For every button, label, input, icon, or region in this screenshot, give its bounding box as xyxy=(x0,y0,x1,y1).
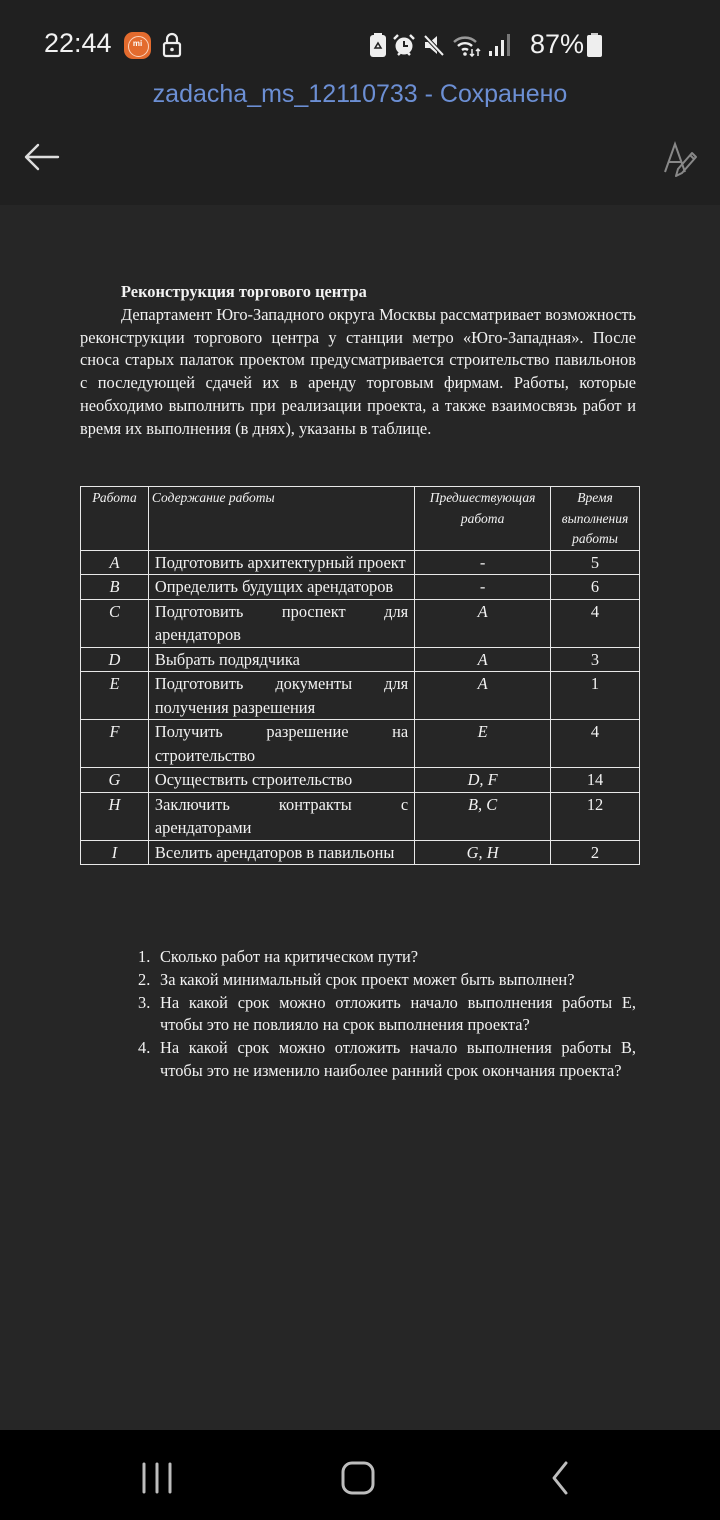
cell-work: D xyxy=(81,647,149,672)
cell-work: C xyxy=(81,599,149,647)
table-row xyxy=(81,575,640,600)
works-table xyxy=(80,486,640,865)
question-item xyxy=(138,946,636,969)
question-number: 3. xyxy=(138,992,151,1012)
cell-content: Подготовить документы для получения разрешения xyxy=(148,672,414,720)
document-body xyxy=(80,281,636,441)
cell-duration: 1 xyxy=(551,672,640,720)
cell-predecessor: A xyxy=(415,599,551,647)
mi-app-icon xyxy=(124,32,151,59)
table-body xyxy=(81,550,640,865)
document-heading: Реконструкция торгового центра xyxy=(121,282,367,301)
question-number: 1. xyxy=(138,947,151,966)
document-page[interactable] xyxy=(0,205,720,1430)
document-paragraph: Департамент Юго-Западного округа Москвы рассматривает возможность реконструкции торгового центра у станции метро «Юго-Западная». После сноса старых палаток проектом предусматривается строительство павильонов с последующей сдачей их в аренду торговым фирмам. Работы, которые необходимо выполнить при реализации проекта, а также взаимосвязь работ и время их выполнения (в днях), указаны в таблице. xyxy=(80,304,636,438)
cell-content: Подготовить проспект для арендаторов xyxy=(148,599,414,647)
table-row xyxy=(81,720,640,768)
wifi-icon xyxy=(452,33,482,57)
question-text: За какой минимальный срок проект может быть выполнен? xyxy=(160,969,575,989)
header-predecessor: Предшествующая работа xyxy=(415,487,551,551)
table-row xyxy=(81,599,640,647)
table-row xyxy=(81,550,640,575)
nav-back-icon[interactable] xyxy=(530,1452,590,1512)
cell-predecessor: G, H xyxy=(415,840,551,865)
table-row xyxy=(81,768,640,793)
cell-predecessor: A xyxy=(415,647,551,672)
cell-predecessor: B, C xyxy=(415,792,551,840)
question-text: Сколько работ на критическом пути? xyxy=(160,947,419,966)
question-text: На какой срок можно отложить начало выполнения работы E, чтобы это не повлияло на срок выполнения проекта? xyxy=(160,992,636,1035)
cell-work: G xyxy=(81,768,149,793)
cell-duration: 12 xyxy=(551,792,640,840)
system-navigation-bar xyxy=(0,1430,720,1520)
alarm-icon xyxy=(392,33,416,57)
cell-content: Заключить контракты с арендаторами xyxy=(148,792,414,840)
question-number: 4. xyxy=(138,1038,151,1058)
table-row xyxy=(81,840,640,865)
header-content: Содержание работы xyxy=(148,487,414,551)
question-text: На какой срок можно отложить начало выполнения работы B, чтобы это не изменило наиболее ранний срок окончания проекта? xyxy=(160,1038,636,1080)
header-work: Работа xyxy=(81,487,149,551)
question-item xyxy=(138,992,636,1038)
mute-icon xyxy=(422,33,446,57)
cell-duration: 4 xyxy=(551,720,640,768)
cell-duration: 6 xyxy=(551,575,640,600)
recent-apps-icon[interactable] xyxy=(128,1452,188,1512)
cell-predecessor: E xyxy=(415,720,551,768)
cell-duration: 14 xyxy=(551,768,640,793)
question-item xyxy=(138,1037,636,1083)
cell-content: Осуществить строительство xyxy=(148,768,414,793)
table-row xyxy=(81,672,640,720)
cell-content: Подготовить архитектурный проект xyxy=(148,550,414,575)
home-icon[interactable] xyxy=(328,1452,388,1512)
status-bar xyxy=(0,0,720,80)
system-icons xyxy=(370,31,510,59)
cell-content: Определить будущих арендаторов xyxy=(148,575,414,600)
document-title: zadacha_ms_12110733 - Сохранено xyxy=(152,80,568,108)
status-time: 22:44 xyxy=(44,28,112,58)
cell-work: E xyxy=(81,672,149,720)
cell-content: Вселить арендаторов в павильоны xyxy=(148,840,414,865)
question-number: 2. xyxy=(138,969,151,989)
cell-duration: 4 xyxy=(551,599,640,647)
battery-icon xyxy=(587,33,602,57)
cell-duration: 3 xyxy=(551,647,640,672)
battery-saver-icon xyxy=(370,33,386,57)
back-arrow-button[interactable] xyxy=(22,138,62,178)
table-header-row xyxy=(81,487,640,551)
lock-icon xyxy=(161,32,183,58)
table-row xyxy=(81,647,640,672)
cell-predecessor: - xyxy=(415,550,551,575)
table-row xyxy=(81,792,640,840)
cell-duration: 5 xyxy=(551,550,640,575)
signal-icon xyxy=(488,33,510,57)
header-duration: Время выполнения работы xyxy=(551,487,640,551)
cell-predecessor: D, F xyxy=(415,768,551,793)
cell-work: I xyxy=(81,840,149,865)
cell-work: H xyxy=(81,792,149,840)
cell-content: Выбрать подрядчика xyxy=(148,647,414,672)
cell-work: A xyxy=(81,550,149,575)
cell-content: Получить разрешение на строительство xyxy=(148,720,414,768)
question-item xyxy=(138,969,636,992)
cell-predecessor: - xyxy=(415,575,551,600)
cell-work: B xyxy=(81,575,149,600)
text-edit-pencil-icon[interactable] xyxy=(660,140,700,180)
cell-work: F xyxy=(81,720,149,768)
cell-predecessor: A xyxy=(415,672,551,720)
battery-percent: 87% xyxy=(530,29,585,59)
questions-list xyxy=(138,946,636,1083)
mi-badge-text: mi xyxy=(132,39,143,48)
cell-duration: 2 xyxy=(551,840,640,865)
